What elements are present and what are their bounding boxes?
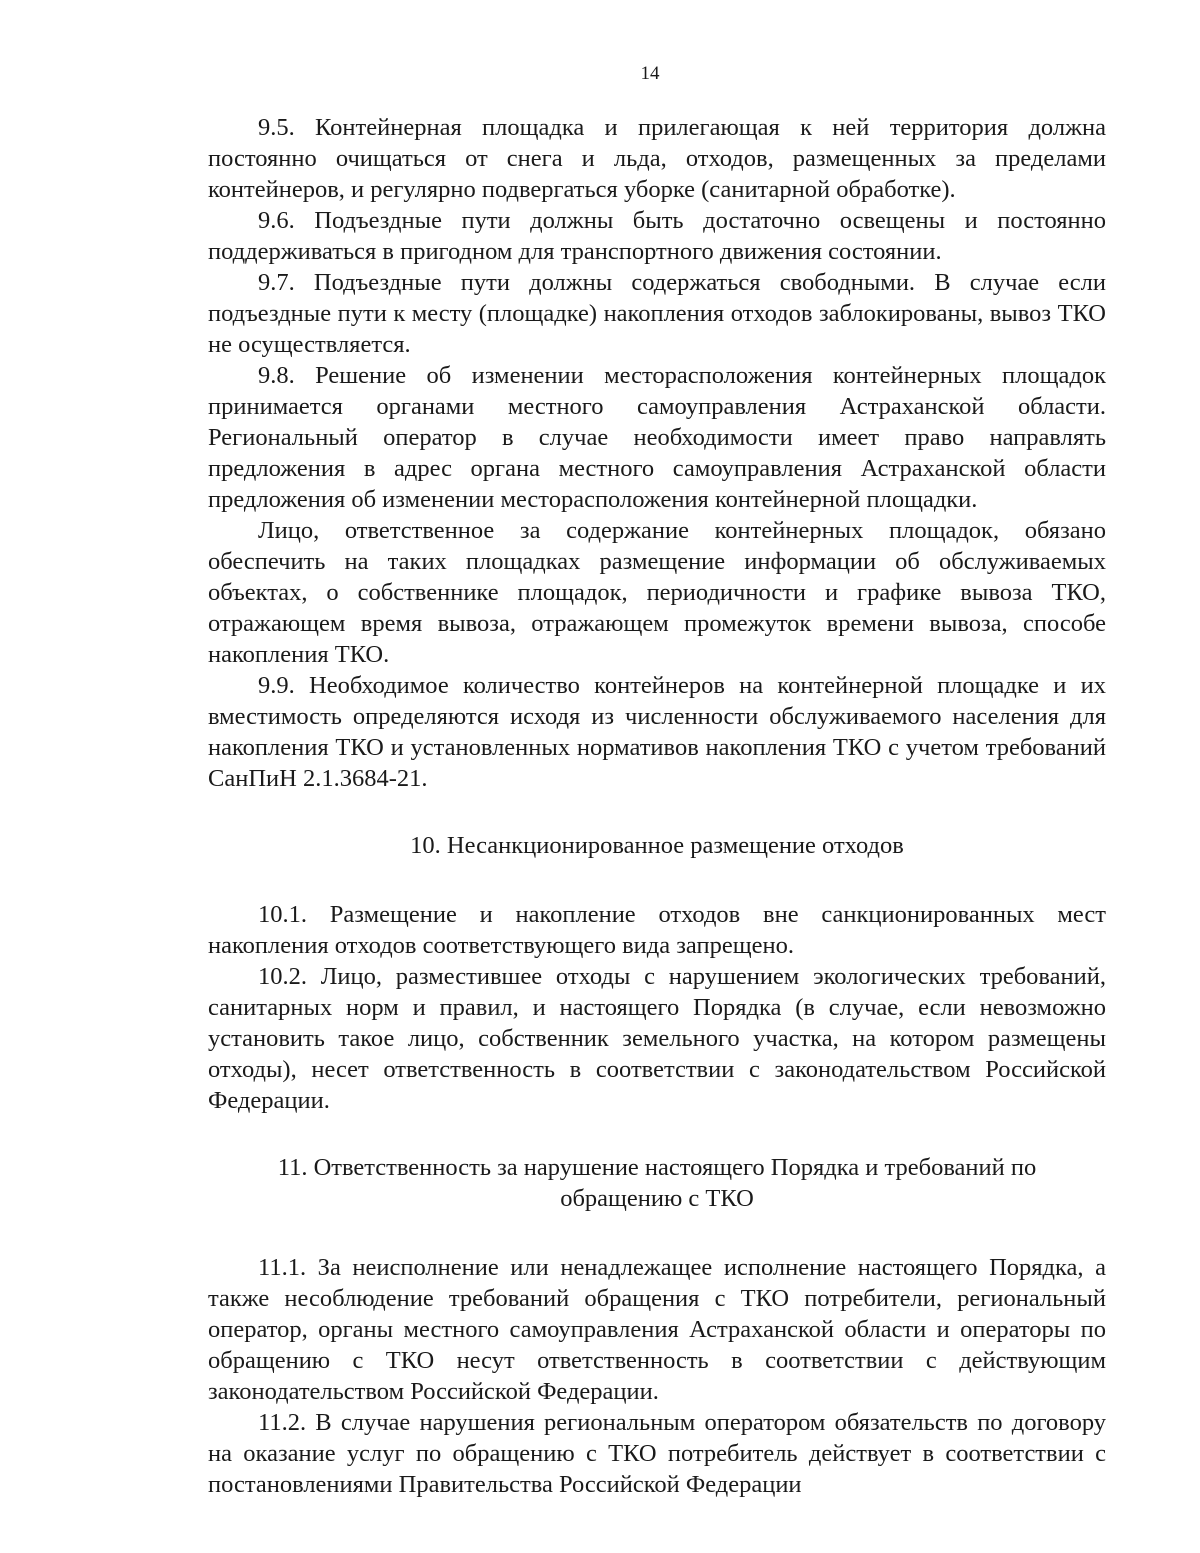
paragraph-9-5: 9.5. Контейнерная площадка и прилегающая к ней территория должна постоянно очищаться от снега и льда, отходов, размещенных за пределами контейнеров, и регулярно подвергаться уборке (санитарной обработке). [208, 114, 1106, 203]
document-body [208, 112, 1106, 1500]
paragraph-9-6: 9.6. Подъездные пути должны быть достаточно освещены и постоянно поддерживаться в пригодном для транспортного движения состоянии. [208, 207, 1106, 265]
paragraph-9-8: 9.8. Решение об изменении месторасположения контейнерных площадок принимается органами местного самоуправления Астраханской области. Региональный оператор в случае необходимости имеет право направлять предложения в адрес органа местного самоуправления Астраханской области предложения об изменении месторасположения контейнерной площадки. [208, 362, 1106, 513]
paragraph-10-1: 10.1. Размещение и накопление отходов вне санкционированных мест накопления отходов соответствующего вида запрещено. [208, 901, 1106, 959]
paragraph-9-7: 9.7. Подъездные пути должны содержаться свободными. В случае если подъездные пути к месту (площадке) накопления отходов заблокированы, вывоз ТКО не осуществляется. [208, 269, 1106, 358]
page-number: 14 [640, 63, 660, 84]
paragraph-11-1: 11.1. За неисполнение или ненадлежащее исполнение настоящего Порядка, а также несоблюдение требований обращения с ТКО потребители, региональный оператор, органы местного самоуправления Астраханской области и операторы по обращению с ТКО несут ответственность в соответствии с действующим законодательством Российской Федерации. [208, 1254, 1106, 1405]
paragraph-11-2: 11.2. В случае нарушения региональным оператором обязательств по договору на оказание услуг по обращению с ТКО потребитель действует в соответствии с постановлениями Правительства Российской Федерации [208, 1409, 1106, 1498]
paragraph-9-9: 9.9. Необходимое количество контейнеров на контейнерной площадке и их вместимость определяются исходя из численности обслуживаемого населения для накопления ТКО и установленных нормативов накопления ТКО с учетом требований СанПиН 2.1.3684-21. [208, 672, 1106, 792]
paragraph-10-2: 10.2. Лицо, разместившее отходы с нарушением экологических требований, санитарных норм и правил, и настоящего Порядка (в случае, если невозможно установить такое лицо, собственник земельного участка, на котором размещены отходы), несет ответственность в соответствии с законодательством Российской Федерации. [208, 963, 1106, 1114]
section-heading-11: 11. Ответственность за нарушение настоящего Порядка и требований по обращению с ТКО [277, 1154, 1037, 1212]
section-heading-10: 10. Несанкционированное размещение отходов [410, 832, 904, 859]
paragraph-responsible-person: Лицо, ответственное за содержание контейнерных площадок, обязано обеспечить на таких площадках размещение информации об обслуживаемых объектах, о собственнике площадок, периодичности и графике вывоза ТКО, отражающем время вывоза, отражающем промежуток времени вывоза, способе накопления ТКО. [208, 517, 1106, 668]
